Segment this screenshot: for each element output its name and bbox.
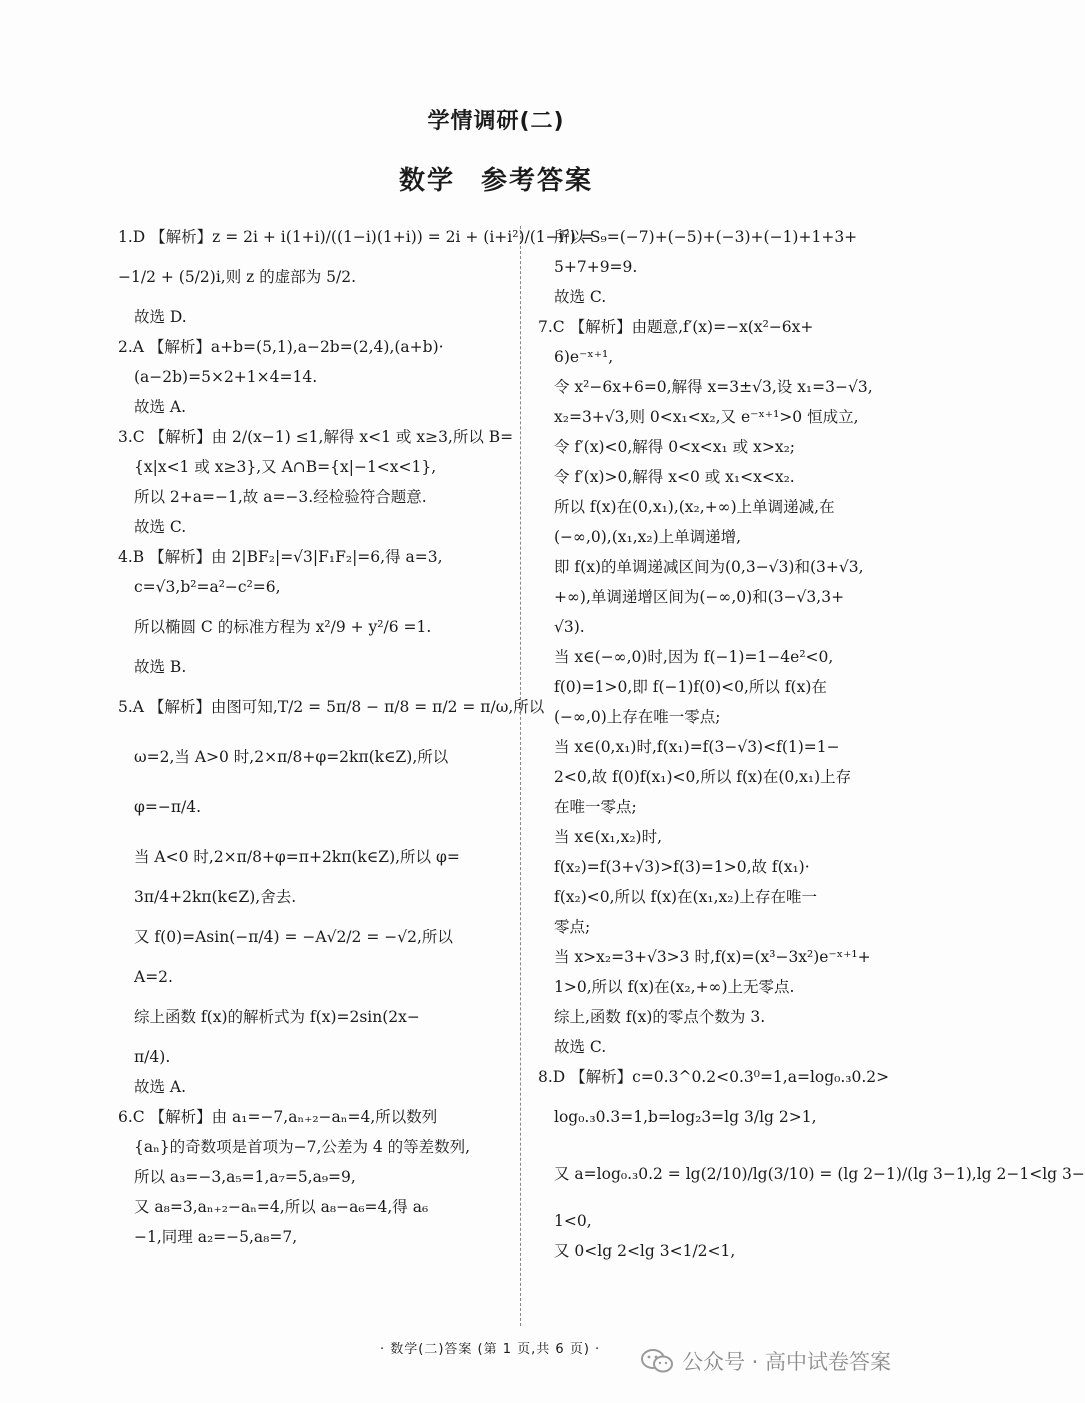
answer-line: 2.A 【解析】a+b=(5,1),a−2b=(2,4),(a+b)· (118, 338, 444, 356)
answer-line: ω=2,当 A>0 时,2×π/8+φ=2kπ(k∈Z),所以 (134, 748, 449, 766)
page-footer: · 数学(二)答案 (第 1 页,共 6 页) · (380, 1342, 601, 1357)
answer-line: 又 0<lg 2<lg 3<1/2<1, (554, 1242, 736, 1260)
answer-line: 故选 D. (134, 308, 187, 326)
answer-line: 5+7+9=9. (554, 258, 638, 276)
answer-line: φ=−π/4. (134, 798, 202, 816)
answer-line: 所以 a₃=−3,a₅=1,a₇=5,a₉=9, (134, 1168, 356, 1186)
answer-line: f(x₂)<0,所以 f(x)在(x₁,x₂)上存在唯一 (554, 888, 817, 906)
answer-line: 在唯一零点; (554, 798, 637, 816)
answer-line: 又 f(0)=Asin(−π/4) = −A√2/2 = −√2,所以 (134, 928, 453, 946)
answer-line: 综上,函数 f(x)的零点个数为 3. (554, 1008, 766, 1026)
answer-line: 故选 B. (134, 658, 187, 676)
answer-line: π/4). (134, 1048, 171, 1066)
answer-line: {aₙ}的奇数项是首项为−7,公差为 4 的等差数列, (134, 1138, 471, 1156)
answer-line: +∞),单调递增区间为(−∞,0)和(3−√3,3+ (554, 588, 845, 606)
answer-line: (−∞,0)上存在唯一零点; (554, 708, 721, 726)
answer-line: 1<0, (554, 1212, 592, 1230)
answer-line: f(0)=1>0,即 f(−1)f(0)<0,所以 f(x)在 (554, 678, 827, 696)
answer-line: (a−2b)=5×2+1×4=14. (134, 368, 318, 386)
answer-line: 1>0,所以 f(x)在(x₂,+∞)上无零点. (554, 978, 795, 996)
answer-line: 故选 C. (554, 1038, 607, 1056)
answer-line: 所以 2+a=−1,故 a=−3.经检验符合题意. (134, 488, 427, 506)
answer-line: 当 A<0 时,2×π/8+φ=π+2kπ(k∈Z),所以 φ= (134, 848, 460, 866)
answer-line: A=2. (134, 968, 173, 986)
answer-line: 6)e⁻ˣ⁺¹, (554, 348, 614, 366)
page-title: 学情调研(二) (427, 109, 565, 134)
answer-line: 2<0,故 f(0)f(x₁)<0,所以 f(x)在(0,x₁)上存 (554, 768, 852, 786)
answer-label: 参考答案 (481, 166, 594, 196)
answer-line: 所以 S₉=(−7)+(−5)+(−3)+(−1)+1+3+ (554, 228, 858, 246)
answer-line: 综上函数 f(x)的解析式为 f(x)=2sin(2x− (134, 1008, 420, 1026)
answer-line: 6.C 【解析】由 a₁=−7,aₙ₊₂−aₙ=4,所以数列 (118, 1108, 438, 1126)
answer-line: 4.B 【解析】由 2|BF₂|=√3|F₁F₂|=6,得 a=3, (118, 548, 443, 566)
answer-line: 令 f′(x)>0,解得 x<0 或 x₁<x<x₂. (554, 468, 795, 486)
answer-line: 1.D 【解析】z = 2i + i(1+i)/((1−i)(1+i)) = 2i + (i+i²)/(1−i²) = (118, 228, 594, 246)
answer-line: {x|x<1 或 x≥3},又 A∩B={x|−1<x<1}, (134, 458, 437, 476)
subject-label: 数学 (398, 166, 455, 196)
answer-line: 7.C 【解析】由题意,f′(x)=−x(x²−6x+ (538, 318, 814, 336)
answer-line: 零点; (554, 918, 591, 936)
answer-line: 8.D 【解析】c=0.3^0.2<0.3⁰=1,a=log₀.₃0.2> (538, 1068, 890, 1086)
watermark-text: 公众号 · 高中试卷答案 (682, 1350, 892, 1374)
answer-line: 所以 f(x)在(0,x₁),(x₂,+∞)上单调递减,在 (554, 498, 835, 516)
answer-line: 当 x∈(x₁,x₂)时, (554, 828, 663, 846)
answer-line: 故选 C. (554, 288, 607, 306)
answer-line: 3.C 【解析】由 2/(x−1) ≤1,解得 x<1 或 x≥3,所以 B= (118, 428, 514, 446)
answer-line: 故选 A. (134, 1078, 187, 1096)
answer-line: log₀.₃0.3=1,b=log₂3=lg 3/lg 2>1, (554, 1108, 817, 1126)
answer-line: 又 a₈=3,aₙ₊₂−aₙ=4,所以 a₈−a₆=4,得 a₆ (134, 1198, 429, 1216)
answer-line: 令 f′(x)<0,解得 0<x<x₁ 或 x>x₂; (554, 438, 796, 456)
answer-line: (−∞,0),(x₁,x₂)上单调递增, (554, 528, 742, 546)
answer-line: 故选 C. (134, 518, 187, 536)
answer-line: c=√3,b²=a²−c²=6, (134, 578, 281, 596)
answer-line: −1/2 + (5/2)i,则 z 的虚部为 5/2. (118, 268, 357, 286)
answer-line: 当 x∈(−∞,0)时,因为 f(−1)=1−4e²<0, (554, 648, 834, 666)
page-subtitle (0, 160, 992, 197)
wechat-icon (640, 1348, 674, 1374)
answer-line: 令 x²−6x+6=0,解得 x=3±√3,设 x₁=3−√3, (554, 378, 873, 396)
answer-line: 即 f(x)的单调递减区间为(0,3−√3)和(3+√3, (554, 558, 864, 576)
answer-line: 故选 A. (134, 398, 187, 416)
answer-line: −1,同理 a₂=−5,a₈=7, (134, 1228, 298, 1246)
answer-line: √3). (554, 618, 585, 636)
answer-line: 5.A 【解析】由图可知,T/2 = 5π/8 − π/8 = π/2 = π/ω,所以 (118, 698, 545, 716)
right-column (538, 222, 1085, 1266)
answer-line: x₂=3+√3,则 0<x₁<x₂,又 e⁻ˣ⁺¹>0 恒成立, (554, 408, 859, 426)
answer-line: 当 x>x₂=3+√3>3 时,f(x)=(x³−3x²)e⁻ˣ⁺¹+ (554, 948, 871, 966)
answer-line: 又 a=log₀.₃0.2 = lg(2/10)/lg(3/10) = (lg 2−1)/(lg 3−1),lg 2−1<lg 3− (554, 1165, 1085, 1183)
answer-line: f(x₂)=f(3+√3)>f(3)=1>0,故 f(x₁)· (554, 858, 810, 876)
answer-line: 所以椭圆 C 的标准方程为 x²/9 + y²/6 =1. (134, 618, 432, 636)
column-divider (520, 226, 521, 1326)
answer-line: 3π/4+2kπ(k∈Z),舍去. (134, 888, 297, 906)
answer-line: 当 x∈(0,x₁)时,f(x₁)=f(3−√3)<f(1)=1− (554, 738, 840, 756)
watermark (640, 1346, 891, 1376)
